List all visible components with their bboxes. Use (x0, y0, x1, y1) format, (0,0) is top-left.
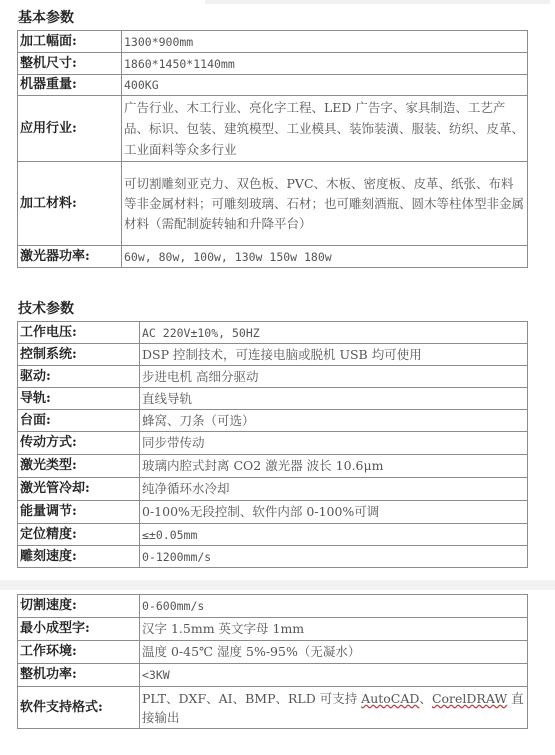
param-value (140, 687, 528, 729)
param-key: 软件支持格式: (18, 687, 140, 729)
table-row (18, 344, 528, 366)
param-key: 应用行业: (18, 96, 122, 162)
table-row (18, 618, 528, 641)
table-row (18, 455, 528, 478)
table-row (18, 595, 528, 618)
param-value: 纯净循环水冷却 (140, 478, 528, 501)
param-value: 0-600mm/s (140, 595, 528, 618)
formats-separator: 、 (419, 690, 432, 706)
table-row (18, 641, 528, 664)
param-value: <3KW (140, 664, 528, 687)
param-key: 传动方式: (18, 432, 140, 455)
basic-params-heading: 基本参数 (18, 10, 74, 26)
param-key: 能量调节: (18, 501, 140, 524)
param-value: 1860*1450*1140mm (122, 53, 528, 75)
param-key: 控制系统: (18, 344, 140, 366)
table-row (18, 31, 528, 53)
table-row (18, 432, 528, 455)
basic-params-table (17, 30, 528, 268)
param-key: 加工幅面: (18, 31, 122, 53)
param-value: 400KG (122, 75, 528, 96)
table-row (18, 388, 528, 410)
param-key: 切割速度: (18, 595, 140, 618)
top-divider (205, 0, 550, 4)
table-row (18, 96, 528, 162)
param-key: 整机尺寸: (18, 53, 122, 75)
param-key: 机器重量: (18, 75, 122, 96)
param-value: 1300*900mm (122, 31, 528, 53)
table-row (18, 478, 528, 501)
param-key: 激光类型: (18, 455, 140, 478)
param-value: 温度 0-45℃ 湿度 5%-95%（无凝水） (140, 641, 528, 664)
param-key: 台面: (18, 410, 140, 432)
table-row (18, 524, 528, 546)
param-key: 导轨: (18, 388, 140, 410)
table-row (18, 75, 528, 96)
table-row (18, 366, 528, 388)
tech-params-heading: 技术参数 (18, 301, 74, 317)
param-value: 同步带传动 (140, 432, 528, 455)
param-value: 60w, 80w, 100w, 130w 150w 180w (122, 246, 528, 268)
tech-params-table-continued (17, 594, 528, 729)
param-value: DSP 控制技术，可连接电脑或脱机 USB 均可使用 (140, 344, 528, 366)
param-value: ≤±0.05mm (140, 524, 528, 546)
table-row (18, 687, 528, 729)
table-row (18, 53, 528, 75)
autocad-text: AutoCAD (361, 690, 420, 706)
formats-suffix: 直接输出 (142, 690, 524, 725)
param-value: 汉字 1.5mm 英文字母 1mm (140, 618, 528, 641)
param-key: 定位精度: (18, 524, 140, 546)
param-value: AC 220V±10%, 50HZ (140, 322, 528, 344)
param-value: 0-1200mm/s (140, 546, 528, 568)
param-value: 直线导轨 (140, 388, 528, 410)
table-row (18, 162, 528, 246)
table-row (18, 246, 528, 268)
param-key: 加工材料: (18, 162, 122, 246)
param-value: 广告行业、木工行业、亮化字工程、LED 广告字、家具制造、工艺产品、标识、包装、建筑模型、工业模具、装饰装潢、服装、纺织、皮革、工业面料等众多行业 (122, 96, 528, 162)
table-row (18, 664, 528, 687)
section-separator (0, 580, 555, 590)
param-value: 玻璃内腔式封离 CO2 激光器 波长 10.6μm (140, 455, 528, 478)
param-key: 激光管冷却: (18, 478, 140, 501)
param-key: 雕刻速度: (18, 546, 140, 568)
param-value: 0-100%无段控制、软件内部 0-100%可调 (140, 501, 528, 524)
param-key: 工作电压: (18, 322, 140, 344)
param-value: 步进电机 高细分驱动 (140, 366, 528, 388)
param-key: 整机功率: (18, 664, 140, 687)
param-key: 工作环境: (18, 641, 140, 664)
formats-text: PLT、DXF、AI、BMP、RLD 可支持 (142, 690, 362, 706)
param-key: 最小成型字: (18, 618, 140, 641)
param-key: 激光器功率: (18, 246, 122, 268)
param-key: 驱动: (18, 366, 140, 388)
table-row (18, 546, 528, 568)
param-value: 可切割雕刻亚克力、双色板、PVC、木板、密度板、皮革、纸张、布料等非金属材料；可雕刻玻璃、石材；也可雕刻酒瓶、圆木等柱体型非金属材料（需配制旋转轴和升降平台） (122, 162, 528, 246)
table-row (18, 501, 528, 524)
coreldraw-text: CorelDRAW (431, 690, 508, 706)
table-row (18, 322, 528, 344)
tech-params-table (17, 321, 528, 568)
param-value: 蜂窝、刀条（可选） (140, 410, 528, 432)
table-row (18, 410, 528, 432)
